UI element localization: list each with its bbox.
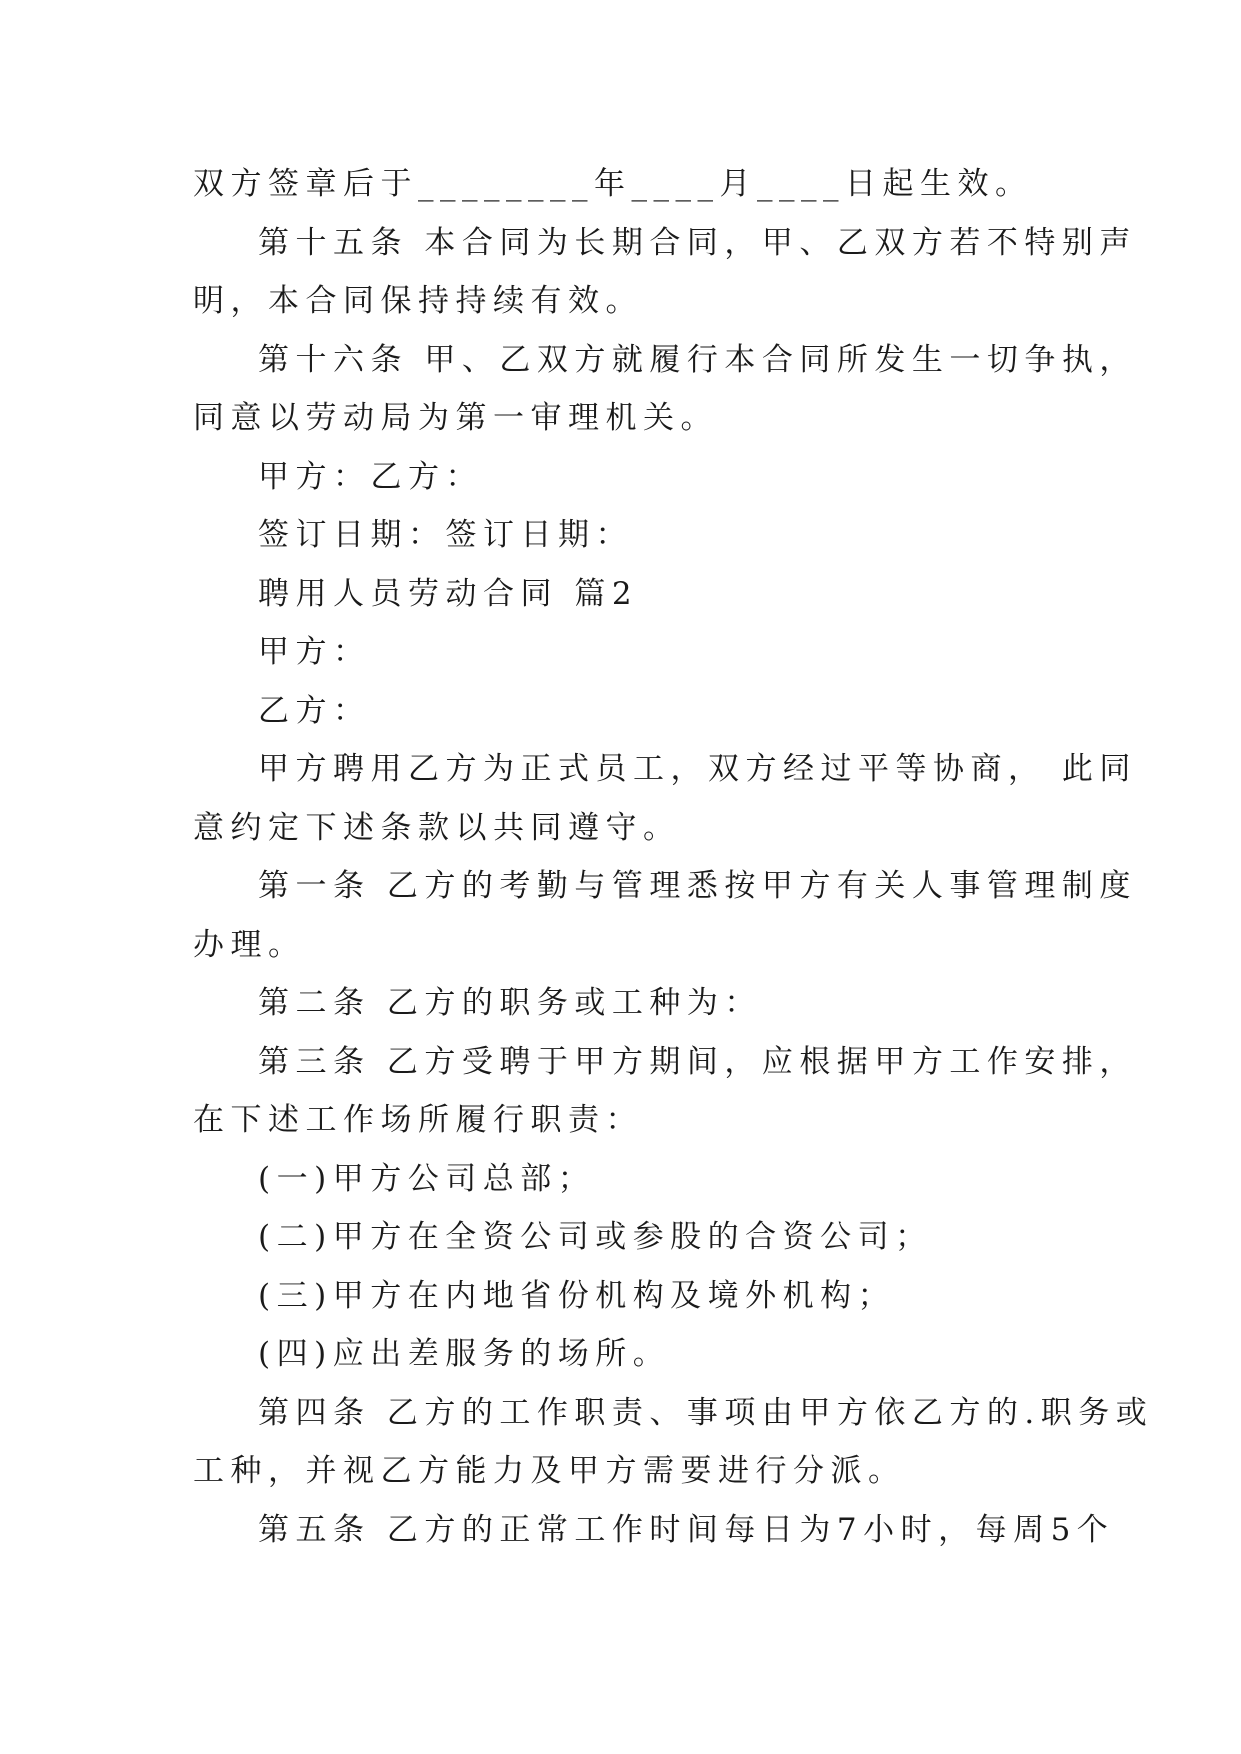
- text-line: 甲方聘用乙方为正式员工，双方经过平等协商， 此同: [258, 751, 1137, 787]
- text-line: 工种，并视乙方能力及甲方需要进行分派。: [193, 1453, 906, 1489]
- text-line: 第二条 乙方的职务或工种为：: [258, 985, 762, 1021]
- text-line: (一)甲方公司总部；: [258, 1161, 596, 1197]
- text-line: 在下述工作场所履行职责：: [193, 1102, 643, 1138]
- text-line: 签订日期：签订日期：: [258, 517, 633, 553]
- text-line: 同意以劳动局为第一审理机关。: [193, 400, 718, 436]
- text-line: 意约定下述条款以共同遵守。: [193, 810, 681, 846]
- text-line: 第一条 乙方的考勤与管理悉按甲方有关人事管理制度: [258, 868, 1137, 904]
- text-line: 第十六条 甲、乙双方就履行本合同所发生一切争执，: [258, 342, 1137, 378]
- text-line: 第五条 乙方的正常工作时间每日为7小时，每周5个: [258, 1512, 1115, 1548]
- text-line: (三)甲方在内地省份机构及境外机构；: [258, 1278, 896, 1314]
- text-line: (四)应出差服务的场所。: [258, 1336, 671, 1372]
- text-line: 甲方：乙方：: [258, 459, 483, 495]
- text-line: 甲方：: [258, 634, 371, 670]
- text-line: 办理。: [193, 927, 306, 963]
- text-line: (二)甲方在全资公司或参股的合资公司；: [258, 1219, 933, 1255]
- text-line: 乙方：: [258, 693, 371, 729]
- text-line: 第十五条 本合同为长期合同，甲、乙双方若不特别声: [258, 225, 1137, 261]
- section-heading: 聘用人员劳动合同 篇2: [258, 576, 639, 612]
- text-line: 第四条 乙方的工作职责、事项由甲方依乙方的.职务或: [258, 1395, 1154, 1431]
- text-line: 明，本合同保持持续有效。: [193, 283, 643, 319]
- text-line: 第三条 乙方受聘于甲方期间，应根据甲方工作安排，: [258, 1044, 1137, 1080]
- text-line: 双方签章后于________年____月____日起生效。: [193, 166, 1033, 202]
